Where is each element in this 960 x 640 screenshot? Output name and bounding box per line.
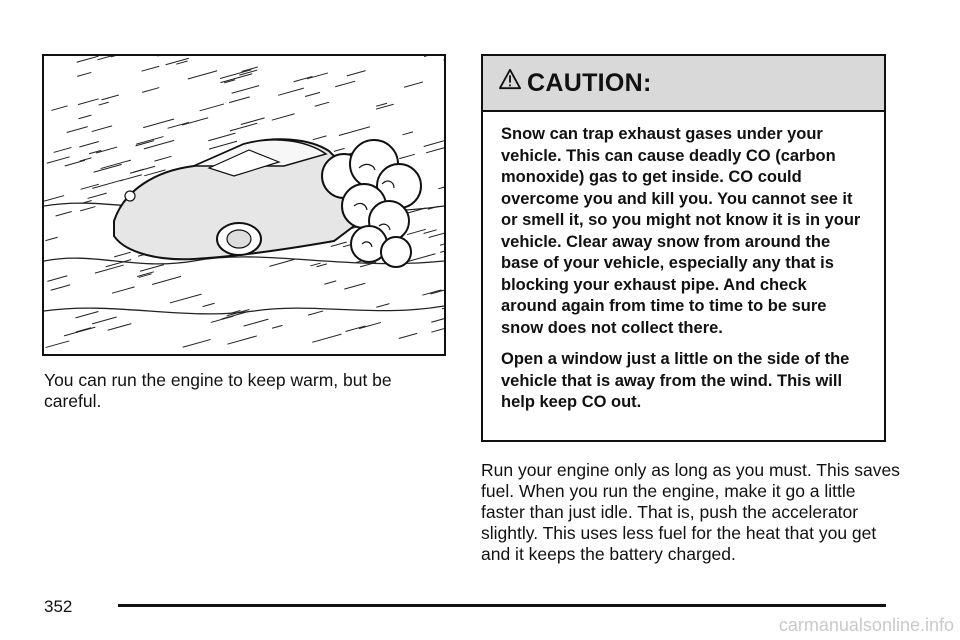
caution-header bbox=[483, 56, 884, 112]
caution-body bbox=[483, 112, 884, 414]
car-snowstorm-illustration bbox=[42, 54, 446, 356]
engine-advice-paragraph: Run your engine only as long as you must. This saves fuel. When you run the engine, make it go a little faster than just idle. That is, push the accelerator slightly. This uses less fuel for the heat that you get and it keeps the battery charged. bbox=[481, 460, 900, 564]
warning-triangle-icon bbox=[499, 68, 521, 90]
car-in-snow-icon bbox=[44, 56, 444, 354]
intro-paragraph: You can run the engine to keep warm, but be careful. bbox=[44, 370, 392, 411]
caution-paragraph: Open a window just a little on the side of the vehicle that is away from the wind. This will help keep CO out. bbox=[501, 350, 850, 411]
caution-paragraph: Snow can trap exhaust gases under your vehicle. This can cause deadly CO (carbon monoxide) gas to get inside. CO could overcome you and kill you. You cannot see it or smell it, so you might not know it is in your vehicle. Clear away snow from around the base of your vehicle, especially any that is blocking your exhaust pipe. And check around again from time to time to be sure snow does not collect there. bbox=[501, 125, 861, 337]
footer-rule bbox=[118, 604, 886, 607]
caution-title: CAUTION: bbox=[527, 68, 652, 97]
page-number: 352 bbox=[44, 597, 73, 616]
caution-box bbox=[481, 54, 886, 442]
watermark: carmanualsonline.info bbox=[778, 615, 954, 635]
